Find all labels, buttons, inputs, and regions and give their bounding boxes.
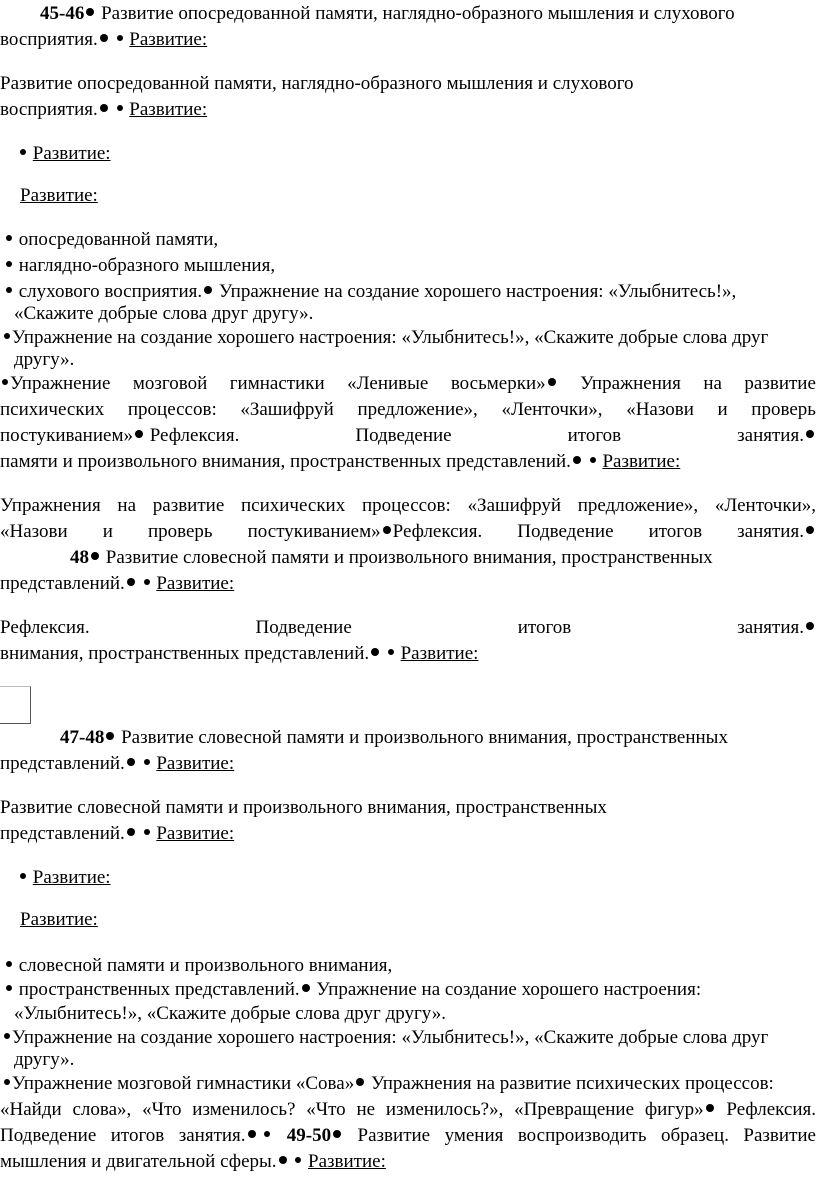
list-item	[4, 978, 816, 1002]
word: воспроизводить	[517, 1125, 647, 1146]
list-item-text: пространственных представлений.	[18, 979, 300, 1000]
word: развитие	[152, 495, 225, 516]
word: «Ленточки»,	[714, 495, 816, 516]
development-link[interactable]: Развитие:	[308, 1151, 386, 1172]
word: занятия.	[737, 520, 816, 544]
lesson-title: Развитие опосредованной памяти, наглядно-образного мышления и слухового	[96, 3, 735, 24]
word: постукиванием» Рефлексия.	[247, 521, 483, 542]
bullet-icon	[279, 1156, 287, 1164]
development-link[interactable]: Развитие:	[129, 99, 208, 120]
word: итогов	[648, 521, 703, 542]
justified-line	[0, 1098, 816, 1122]
bullet-icon	[806, 430, 814, 438]
paragraph-line	[0, 822, 816, 846]
development-link[interactable]: Развитие:	[156, 573, 235, 594]
lesson-number: 48	[70, 547, 89, 568]
word: занятия.	[737, 616, 816, 640]
word: мозговой	[132, 373, 208, 394]
development-link[interactable]: Развитие:	[32, 867, 111, 888]
bullet-icon	[4, 333, 10, 339]
text: Развитие словесной памяти и произвольного внимания, пространственных	[0, 797, 607, 818]
lesson-title-cont: представлений.	[0, 573, 125, 594]
word: восьмерки»	[451, 372, 558, 396]
word: итогов	[567, 425, 622, 446]
bullet-icon	[144, 759, 150, 765]
bullet-icon	[106, 732, 114, 740]
bullet-icon	[806, 526, 814, 534]
text: восприятия.	[0, 99, 98, 120]
word: слова»,	[72, 1099, 132, 1120]
paragraph-line	[0, 1150, 816, 1174]
lesson-number: 45-46	[40, 3, 85, 24]
word: «Ленивые	[347, 373, 429, 394]
word: занятия.	[179, 1124, 273, 1148]
bullet-icon	[6, 961, 12, 967]
list-item	[2, 326, 816, 350]
bullet-icon	[117, 105, 123, 111]
justified-line	[0, 520, 816, 544]
list-item-cont	[14, 1048, 816, 1072]
list-item-text: Упражнения на развитие психических процессов:	[366, 1073, 774, 1094]
word: изменилось?	[192, 1099, 296, 1120]
word: «Превращение	[514, 1099, 635, 1120]
heading-45-46-cont	[0, 28, 816, 52]
word: на	[117, 495, 137, 516]
bullet-icon	[204, 286, 212, 294]
bullet-icon	[20, 873, 26, 879]
bullet-icon	[6, 235, 12, 241]
word: Рефлексия.	[0, 617, 90, 638]
list-item	[4, 228, 816, 252]
list-item	[2, 1026, 816, 1050]
text: Развитие опосредованной памяти, наглядно-образного мышления и слухового	[0, 73, 634, 94]
lesson-title-cont: восприятия.	[0, 29, 98, 50]
bullet-icon	[706, 1104, 714, 1112]
word: процессов:	[361, 495, 451, 516]
word: фигур»	[645, 1098, 716, 1122]
justified-line	[0, 424, 816, 448]
development-link[interactable]: Развитие:	[129, 29, 208, 50]
word: «Что	[142, 1099, 182, 1120]
lesson-title-cont: представлений.	[0, 753, 125, 774]
list-item-text: другу».	[14, 349, 75, 370]
justified-line	[0, 1124, 816, 1148]
justified-line	[0, 494, 816, 518]
heading-47-48-cont	[0, 752, 816, 776]
text: мышления и двигательной сферы.	[0, 1151, 277, 1172]
word: Упражнение	[0, 372, 110, 396]
list-item	[4, 280, 816, 304]
text: представлений.	[0, 823, 125, 844]
paragraph-line	[0, 642, 816, 666]
word: процессов:	[127, 399, 217, 420]
list-item-text: слухового восприятия.	[18, 281, 203, 302]
development-link[interactable]: Развитие:	[156, 823, 235, 844]
bullet-icon	[333, 1130, 341, 1138]
word: психических	[240, 495, 346, 516]
development-link[interactable]: Развитие:	[602, 451, 681, 472]
development-item	[18, 142, 816, 166]
bullet-icon	[573, 456, 581, 464]
word: «Зашифруй	[240, 399, 334, 420]
development-link[interactable]: Развитие:	[20, 185, 98, 206]
text: памяти и произвольного внимания, пространственных представлений.	[0, 451, 571, 472]
word: итогов	[517, 617, 572, 638]
bullet-icon	[388, 649, 394, 655]
word: психических	[0, 399, 105, 420]
bullet-icon	[100, 104, 108, 112]
word: Подведение	[355, 425, 452, 446]
bullet-icon	[127, 758, 135, 766]
bullet-icon	[6, 261, 12, 267]
list-item-cont	[14, 1002, 816, 1026]
word: «Назови	[626, 399, 694, 420]
word: развитие	[744, 373, 816, 394]
bullet-icon	[383, 526, 391, 534]
word: образец.	[660, 1125, 729, 1146]
bullet-icon	[356, 1078, 364, 1086]
development-link[interactable]: Развитие:	[400, 643, 479, 664]
word: умения	[444, 1125, 504, 1146]
bullet-icon	[295, 1157, 301, 1163]
list-item-text: Упражнение на создание хорошего настроения:	[311, 979, 702, 1000]
bullet-icon	[2, 379, 8, 385]
bullet-icon	[371, 648, 379, 656]
word: и	[102, 521, 113, 542]
word: изменилось?»,	[385, 1099, 504, 1120]
word: Упражнения	[0, 495, 101, 516]
word: «Ленточки»,	[501, 399, 603, 420]
paragraph-line	[0, 98, 816, 122]
justified-line	[0, 372, 816, 396]
list-item-text: наглядно-образного мышления,	[18, 255, 276, 276]
list-item-text: Упражнение мозговой гимнастики «Сова»	[12, 1073, 355, 1094]
word: и	[717, 399, 728, 420]
word: Рефлексия.	[726, 1099, 816, 1120]
word: предложение»,	[357, 399, 478, 420]
list-item-text: словесной памяти и произвольного внимания,	[18, 955, 393, 976]
word: не	[356, 1099, 376, 1120]
lesson-number: 47-48	[60, 727, 105, 748]
word: «Что	[306, 1099, 346, 1120]
list-item-text: Упражнение на создание хорошего настроения: «Улыбнитесь!»,	[214, 281, 737, 302]
bullet-icon	[590, 457, 596, 463]
empty-box	[0, 686, 31, 724]
justified-line	[0, 616, 816, 640]
bullet-icon	[4, 1033, 10, 1039]
word: «Назови	[0, 521, 68, 542]
word: «Зашифруй	[467, 495, 562, 516]
development-heading	[20, 908, 816, 932]
list-item-text: «Скажите добрые слова друг другу».	[14, 303, 314, 324]
development-link[interactable]: Развитие:	[32, 143, 111, 164]
heading-47-48	[60, 726, 816, 750]
bullet-icon	[100, 34, 108, 42]
list-item-cont	[14, 348, 816, 372]
heading-45-46	[40, 2, 816, 26]
list-item-text: опосредованной памяти,	[18, 229, 219, 250]
list-item-text: «Улыбнитесь!», «Скажите добрые слова друг другу».	[14, 1003, 447, 1024]
list-item-text: Упражнение на создание хорошего настроения: «Улыбнитесь!», «Скажите добрые слова друг	[12, 327, 769, 348]
word: Подведение	[0, 1125, 97, 1146]
word: 49-50	[287, 1124, 343, 1148]
development-heading	[20, 184, 816, 208]
word: постукиванием» Рефлексия.	[0, 425, 240, 446]
word: предложение»,	[577, 495, 699, 516]
bullet-icon	[91, 552, 99, 560]
bullet-icon	[302, 984, 310, 992]
bullet-icon	[4, 1079, 10, 1085]
word: итогов	[110, 1125, 165, 1146]
paragraph-line	[0, 450, 816, 474]
list-item-text: другу».	[14, 1049, 75, 1070]
bullet-icon	[548, 378, 556, 386]
lesson-title: Развитие словесной памяти и произвольного внимания, пространственных	[101, 547, 713, 568]
heading-48	[70, 546, 816, 570]
word: занятия.	[737, 424, 816, 448]
word: проверь	[751, 399, 816, 420]
bullet-icon	[127, 578, 135, 586]
bullet-icon	[127, 828, 135, 836]
bullet-icon	[20, 149, 26, 155]
word: Подведение	[517, 521, 614, 542]
word: «Найди	[0, 1099, 62, 1120]
word: Подведение	[255, 617, 352, 638]
bullet-icon	[86, 8, 94, 16]
heading-48-cont	[0, 572, 816, 596]
lesson-title: Развитие словесной памяти и произвольного внимания, пространственных	[116, 727, 728, 748]
list-item	[4, 954, 816, 978]
word: гимнастики	[229, 373, 325, 394]
development-link[interactable]: Развитие:	[156, 753, 235, 774]
list-item	[2, 1072, 816, 1096]
bullet-icon	[264, 1131, 270, 1137]
word: Упражнения	[580, 373, 681, 394]
bullet-icon	[144, 829, 150, 835]
list-item-text: Упражнение на создание хорошего настроения: «Улыбнитесь!», «Скажите добрые слова друг	[12, 1027, 769, 1048]
list-item-cont	[14, 302, 816, 326]
word: на	[703, 373, 722, 394]
bullet-icon	[248, 1130, 256, 1138]
bullet-icon	[117, 35, 123, 41]
paragraph-line	[0, 72, 816, 96]
text: внимания, пространственных представлений.	[0, 643, 370, 664]
list-item	[4, 254, 816, 278]
bullet-icon	[806, 622, 814, 630]
paragraph-line	[0, 796, 816, 820]
bullet-icon	[135, 430, 143, 438]
word: Развитие	[357, 1125, 431, 1146]
bullet-icon	[6, 985, 12, 991]
word: Развитие	[743, 1125, 816, 1146]
justified-line	[0, 398, 816, 422]
word: проверь	[147, 521, 213, 542]
development-link[interactable]: Развитие:	[20, 909, 98, 930]
bullet-icon	[6, 287, 12, 293]
bullet-icon	[144, 579, 150, 585]
development-item	[18, 866, 816, 890]
